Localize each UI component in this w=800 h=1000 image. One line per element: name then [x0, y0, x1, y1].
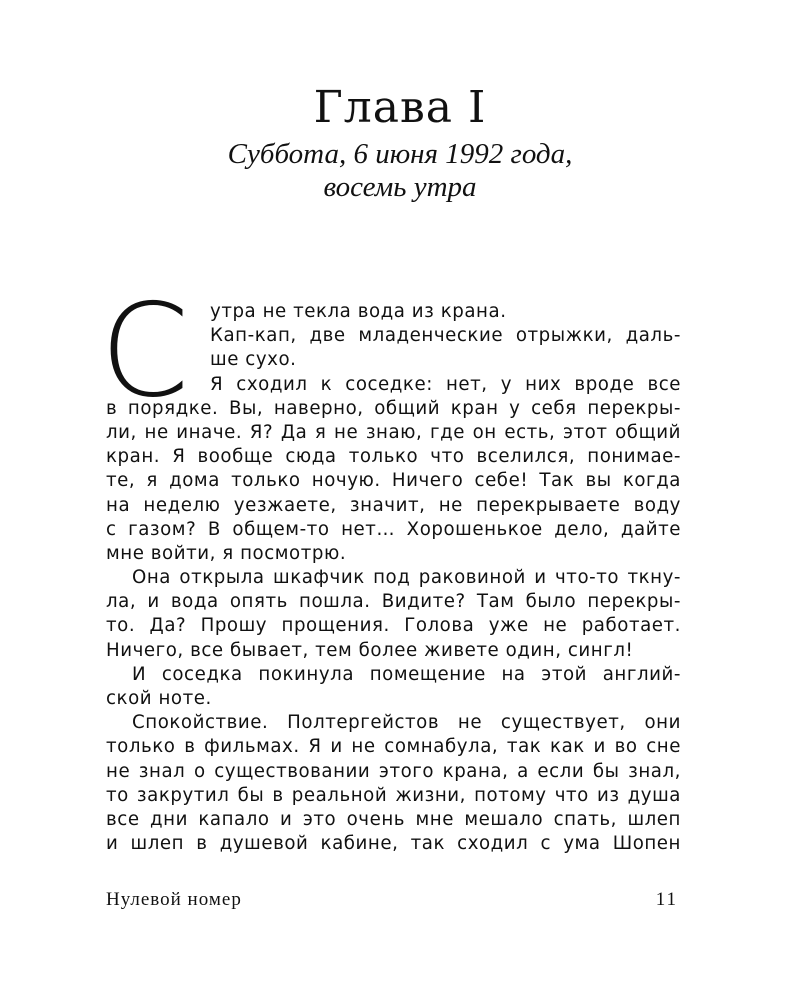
text-line: не знал о существовании этого крана, а если бы знал, — [106, 760, 681, 782]
text-line: ше сухо. — [210, 349, 297, 371]
text-line: ской ноте. — [106, 688, 212, 709]
text-line: на неделю уезжаете, значит, не перекрываете воду — [106, 494, 681, 516]
text-line: ли, не иначе. Я? Да я не знаю, где он есть, этот общий — [106, 421, 681, 443]
text-line: с газом? В общем-то нет… Хорошенькое дело, дайте — [106, 518, 681, 540]
text-line: утра не текла вода из крана. — [210, 301, 507, 322]
text-line: Кап-кап, две младенческие отрыжки, даль- — [210, 325, 681, 347]
text-line: то закрутил бы в реальной жизни, потому что из душа — [106, 784, 681, 806]
text-line: и шлеп в душевой кабине, так сходил с ума Шопен — [106, 833, 681, 855]
text-line: Я сходил к соседке: нет, у них вроде все — [210, 373, 681, 395]
chapter-title: Глава I — [313, 82, 487, 133]
drop-cap: С — [100, 277, 190, 426]
text-line: Спокойствие. Полтергейстов не существует, они — [132, 712, 681, 734]
body-text — [106, 300, 681, 856]
text-line: все дни капало и это очень мне мешало спать, шлеп — [106, 808, 681, 830]
subtitle-line-1: Суббота, 6 июня 1992 года, — [227, 138, 573, 170]
text-line: И соседка покинула помещение на этой англий- — [132, 663, 681, 685]
text-line: то. Да? Прошу прощения. Голова уже не работает. — [106, 615, 681, 637]
text-line: в порядке. Вы, наверно, общий кран у себя перекры- — [106, 397, 681, 419]
text-line: мне войти, я посмотрю. — [106, 542, 347, 564]
running-footer-title: Нулевой номер — [106, 889, 242, 910]
text-line: Ничего, все бывает, тем более живете один, сингл! — [106, 639, 634, 661]
chapter-subtitle — [0, 138, 800, 204]
page-number: 11 — [655, 889, 678, 910]
text-line: только в фильмах. Я и не сомнабула, так как и во сне — [106, 736, 681, 758]
text-line: ла, и вода опять пошла. Видите? Там было перекры- — [106, 591, 681, 613]
subtitle-line-2: восемь утра — [323, 171, 477, 203]
text-line: Она открыла шкафчик под раковиной и что-то ткну- — [132, 567, 681, 589]
text-line: кран. Я вообще сюда только что вселился, понимае- — [106, 446, 681, 468]
text-line: те, я дома только ночую. Ничего себе! Так вы когда — [106, 470, 681, 492]
